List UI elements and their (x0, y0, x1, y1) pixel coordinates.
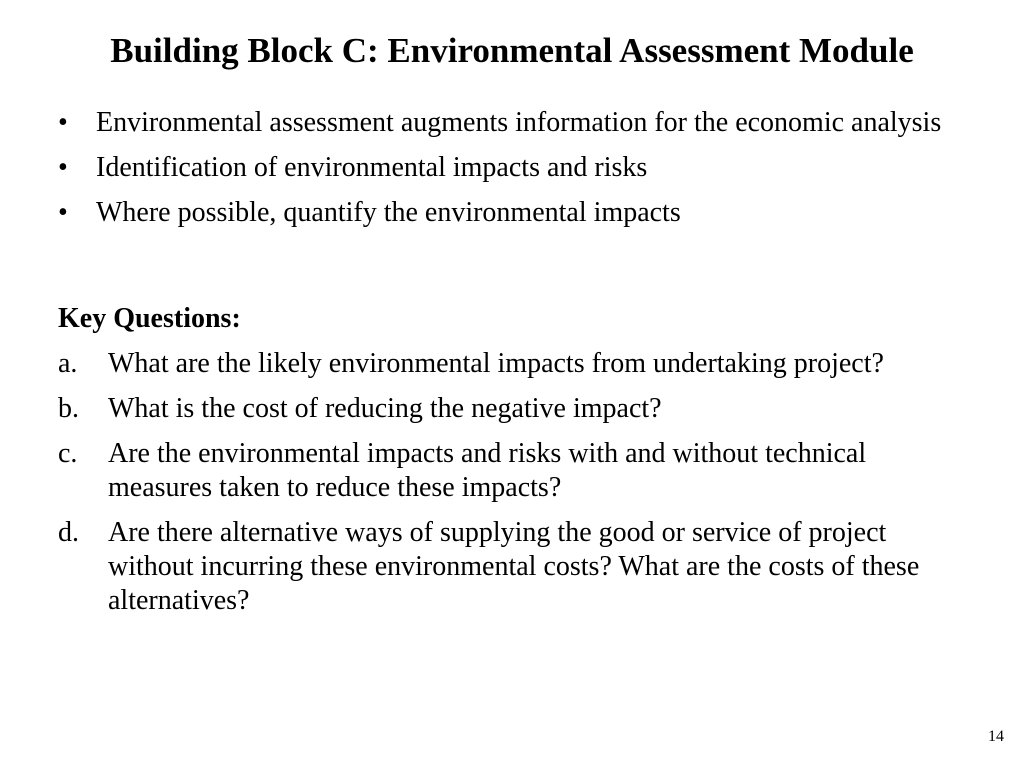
bullet-item (58, 151, 958, 185)
bullet-item (58, 106, 958, 140)
question-item-a (58, 347, 968, 381)
question-letter: c. (58, 438, 78, 469)
bullet-icon: • (58, 107, 68, 138)
question-letter: a. (58, 348, 78, 379)
bullet-item (58, 196, 958, 230)
question-text: Are there alternative ways of supplying the good or service of project without incurring these environmental costs? What are the costs of these alternatives? (108, 517, 920, 616)
question-text: Are the environmental impacts and risks with and without technical measures taken to reduce these impacts? (108, 438, 867, 503)
key-questions-heading: Key Questions: (58, 303, 241, 334)
question-item-c (58, 437, 968, 505)
question-letter: d. (58, 517, 79, 548)
slide-title: Building Block C: Environmental Assessment Module (110, 31, 914, 70)
question-item-d (58, 516, 968, 618)
bullet-text: Environmental assessment augments information for the economic analysis (96, 107, 942, 138)
question-text: What is the cost of reducing the negative impact? (108, 393, 662, 424)
bullet-list (58, 106, 958, 241)
bullet-text: Where possible, quantify the environmental impacts (96, 197, 681, 228)
question-item-b (58, 392, 968, 426)
question-list (58, 347, 968, 629)
question-text: What are the likely environmental impacts from undertaking project? (108, 348, 884, 379)
bullet-text: Identification of environmental impacts and risks (96, 152, 648, 183)
bullet-icon: • (58, 152, 68, 183)
bullet-icon: • (58, 197, 68, 228)
question-letter: b. (58, 393, 79, 424)
page-number: 14 (988, 728, 1004, 745)
